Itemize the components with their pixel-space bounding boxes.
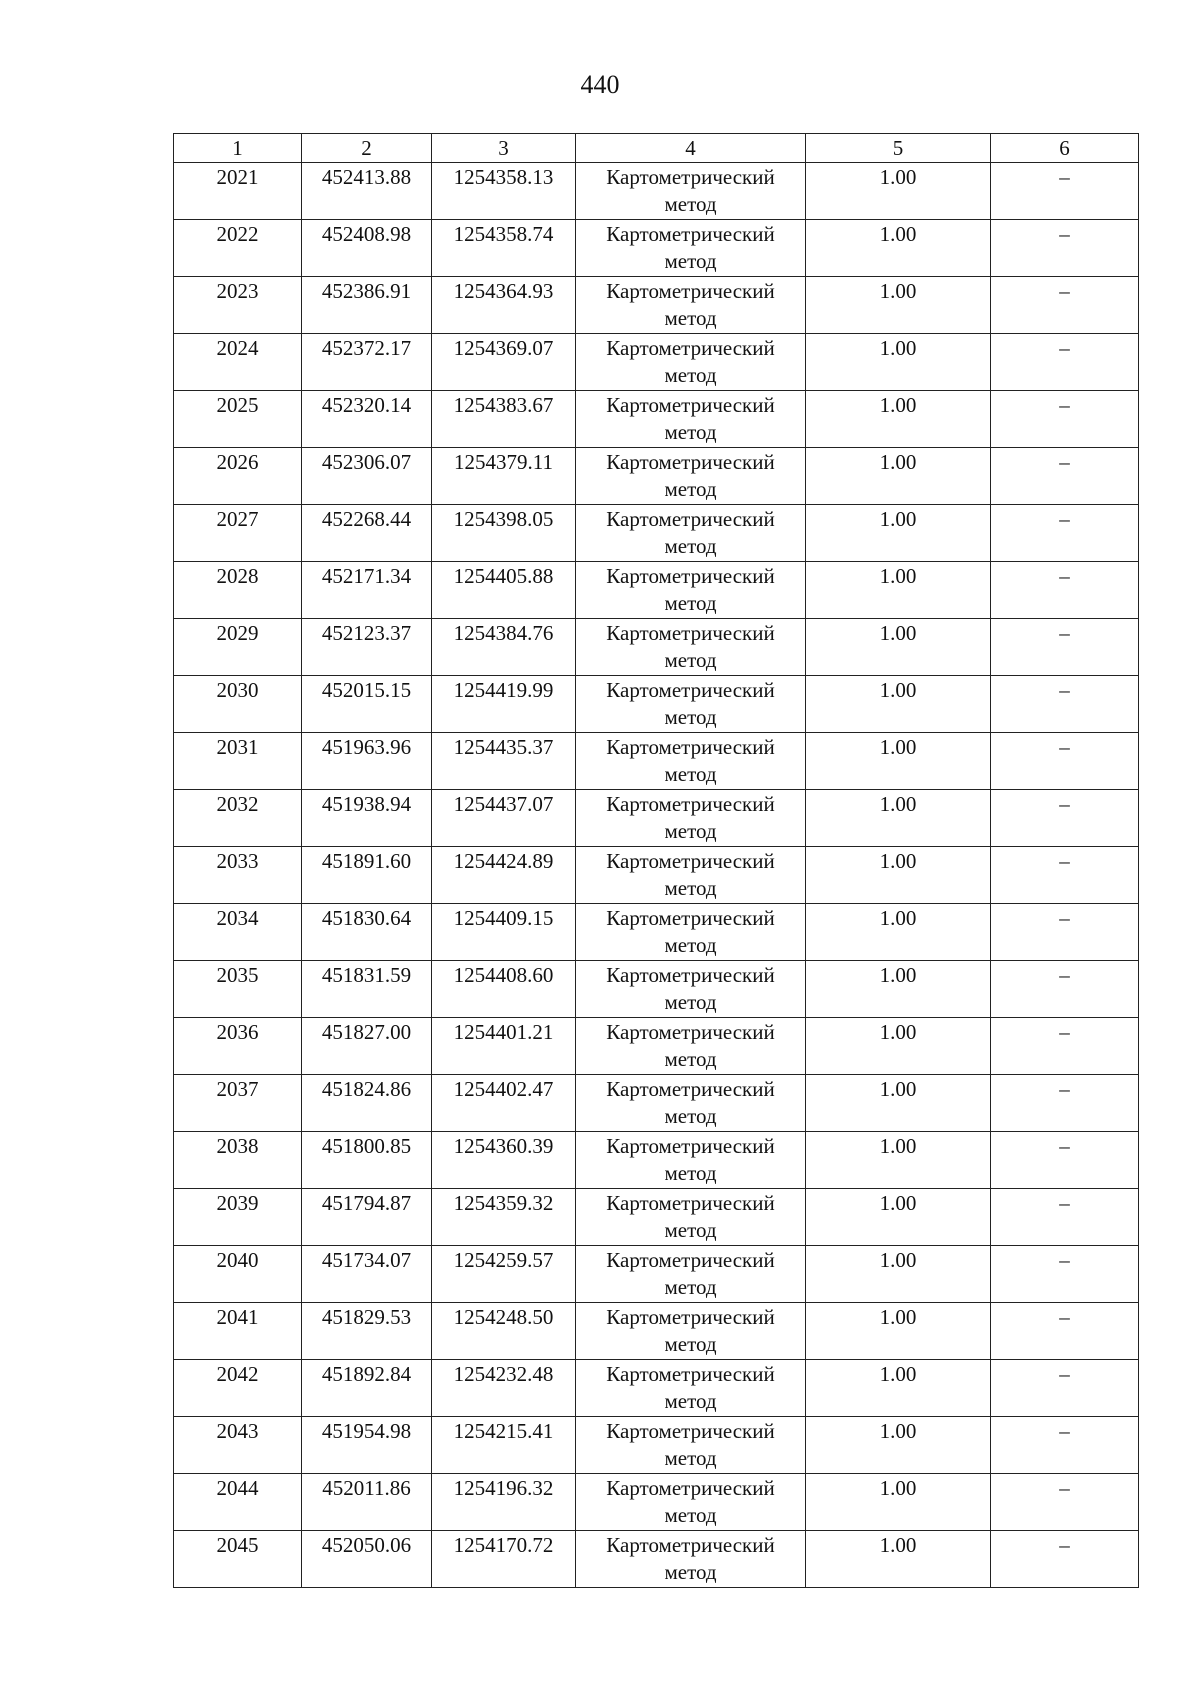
table-row [174, 847, 1139, 904]
method-line-2: метод [664, 249, 717, 273]
note-cell: – [991, 448, 1139, 505]
point-number-cell: 2045 [174, 1531, 302, 1588]
method-line-2: метод [664, 1218, 717, 1242]
point-number-cell: 2034 [174, 904, 302, 961]
x-coordinate-cell: 451794.87 [302, 1189, 432, 1246]
note-cell: – [991, 391, 1139, 448]
point-number-cell: 2040 [174, 1246, 302, 1303]
table-row [174, 562, 1139, 619]
method-cell [576, 847, 806, 904]
method-cell [576, 220, 806, 277]
method-cell [576, 1417, 806, 1474]
table-row [174, 619, 1139, 676]
accuracy-cell: 1.00 [806, 676, 991, 733]
method-line-2: метод [664, 933, 717, 957]
method-cell [576, 391, 806, 448]
x-coordinate-cell: 451938.94 [302, 790, 432, 847]
point-number-cell: 2032 [174, 790, 302, 847]
accuracy-cell: 1.00 [806, 1132, 991, 1189]
point-number-cell: 2028 [174, 562, 302, 619]
table-row [174, 1360, 1139, 1417]
y-coordinate-cell: 1254196.32 [432, 1474, 576, 1531]
table-row [174, 505, 1139, 562]
point-number-cell: 2022 [174, 220, 302, 277]
point-number-cell: 2025 [174, 391, 302, 448]
method-line-2: метод [664, 990, 717, 1014]
y-coordinate-cell: 1254384.76 [432, 619, 576, 676]
method-cell [576, 1303, 806, 1360]
point-number-cell: 2044 [174, 1474, 302, 1531]
x-coordinate-cell: 451827.00 [302, 1018, 432, 1075]
method-line-1: Картометрический [606, 1533, 775, 1557]
method-line-2: метод [664, 1389, 717, 1413]
y-coordinate-cell: 1254398.05 [432, 505, 576, 562]
point-number-cell: 2024 [174, 334, 302, 391]
method-line-1: Картометрический [606, 450, 775, 474]
note-cell: – [991, 904, 1139, 961]
accuracy-cell: 1.00 [806, 1531, 991, 1588]
method-line-1: Картометрический [606, 1248, 775, 1272]
x-coordinate-cell: 451831.59 [302, 961, 432, 1018]
method-line-2: метод [664, 534, 717, 558]
method-line-1: Картометрический [606, 1020, 775, 1044]
point-number-cell: 2038 [174, 1132, 302, 1189]
table-row [174, 676, 1139, 733]
method-line-1: Картометрический [606, 279, 775, 303]
y-coordinate-cell: 1254402.47 [432, 1075, 576, 1132]
point-number-cell: 2035 [174, 961, 302, 1018]
point-number-cell: 2026 [174, 448, 302, 505]
y-coordinate-cell: 1254364.93 [432, 277, 576, 334]
method-line-2: метод [664, 1560, 717, 1584]
method-cell [576, 1246, 806, 1303]
accuracy-cell: 1.00 [806, 847, 991, 904]
method-cell [576, 1132, 806, 1189]
accuracy-cell: 1.00 [806, 1075, 991, 1132]
coordinates-table [173, 133, 1139, 1588]
method-line-1: Картометрический [606, 678, 775, 702]
method-line-2: метод [664, 420, 717, 444]
method-line-2: метод [664, 876, 717, 900]
method-cell [576, 1474, 806, 1531]
y-coordinate-cell: 1254379.11 [432, 448, 576, 505]
note-cell: – [991, 562, 1139, 619]
x-coordinate-cell: 451830.64 [302, 904, 432, 961]
method-cell [576, 505, 806, 562]
accuracy-cell: 1.00 [806, 1018, 991, 1075]
y-coordinate-cell: 1254232.48 [432, 1360, 576, 1417]
y-coordinate-cell: 1254358.13 [432, 163, 576, 220]
note-cell: – [991, 1360, 1139, 1417]
x-coordinate-cell: 451829.53 [302, 1303, 432, 1360]
y-coordinate-cell: 1254405.88 [432, 562, 576, 619]
method-line-1: Картометрический [606, 906, 775, 930]
x-coordinate-cell: 451734.07 [302, 1246, 432, 1303]
method-cell [576, 961, 806, 1018]
method-cell [576, 448, 806, 505]
method-cell [576, 277, 806, 334]
table-row [174, 1246, 1139, 1303]
method-line-1: Картометрический [606, 1134, 775, 1158]
accuracy-cell: 1.00 [806, 163, 991, 220]
method-cell [576, 1189, 806, 1246]
header-cell-1: 1 [174, 134, 302, 163]
accuracy-cell: 1.00 [806, 1246, 991, 1303]
accuracy-cell: 1.00 [806, 1474, 991, 1531]
note-cell: – [991, 1018, 1139, 1075]
note-cell: – [991, 961, 1139, 1018]
note-cell: – [991, 1132, 1139, 1189]
method-cell [576, 619, 806, 676]
y-coordinate-cell: 1254359.32 [432, 1189, 576, 1246]
x-coordinate-cell: 452320.14 [302, 391, 432, 448]
table-row [174, 733, 1139, 790]
table-row [174, 277, 1139, 334]
note-cell: – [991, 847, 1139, 904]
method-cell [576, 334, 806, 391]
method-line-1: Картометрический [606, 1191, 775, 1215]
point-number-cell: 2031 [174, 733, 302, 790]
point-number-cell: 2042 [174, 1360, 302, 1417]
method-cell [576, 1360, 806, 1417]
note-cell: – [991, 1303, 1139, 1360]
method-line-1: Картометрический [606, 849, 775, 873]
table-row [174, 1417, 1139, 1474]
method-line-1: Картометрический [606, 1362, 775, 1386]
method-line-1: Картометрический [606, 621, 775, 645]
method-cell [576, 1075, 806, 1132]
accuracy-cell: 1.00 [806, 1417, 991, 1474]
method-line-2: метод [664, 192, 717, 216]
accuracy-cell: 1.00 [806, 961, 991, 1018]
y-coordinate-cell: 1254408.60 [432, 961, 576, 1018]
note-cell: – [991, 163, 1139, 220]
accuracy-cell: 1.00 [806, 220, 991, 277]
point-number-cell: 2039 [174, 1189, 302, 1246]
note-cell: – [991, 1246, 1139, 1303]
accuracy-cell: 1.00 [806, 1360, 991, 1417]
x-coordinate-cell: 452015.15 [302, 676, 432, 733]
method-line-2: метод [664, 306, 717, 330]
note-cell: – [991, 676, 1139, 733]
page-number: 440 [580, 70, 620, 99]
method-line-1: Картометрический [606, 165, 775, 189]
header-cell-4: 4 [576, 134, 806, 163]
method-line-2: метод [664, 1332, 717, 1356]
accuracy-cell: 1.00 [806, 790, 991, 847]
table-row [174, 1474, 1139, 1531]
header-row [174, 134, 1139, 163]
method-line-2: метод [664, 477, 717, 501]
method-line-2: метод [664, 1503, 717, 1527]
method-line-2: метод [664, 363, 717, 387]
point-number-cell: 2030 [174, 676, 302, 733]
header-cell-2: 2 [302, 134, 432, 163]
method-line-1: Картометрический [606, 507, 775, 531]
accuracy-cell: 1.00 [806, 391, 991, 448]
table-row [174, 448, 1139, 505]
method-cell [576, 1018, 806, 1075]
table-row [174, 1075, 1139, 1132]
method-line-2: метод [664, 819, 717, 843]
table-row [174, 904, 1139, 961]
y-coordinate-cell: 1254409.15 [432, 904, 576, 961]
note-cell: – [991, 1474, 1139, 1531]
method-cell [576, 733, 806, 790]
header-cell-6: 6 [991, 134, 1139, 163]
table-row [174, 163, 1139, 220]
table-row [174, 1303, 1139, 1360]
note-cell: – [991, 505, 1139, 562]
method-line-1: Картометрический [606, 336, 775, 360]
header-cell-3: 3 [432, 134, 576, 163]
note-cell: – [991, 1417, 1139, 1474]
y-coordinate-cell: 1254419.99 [432, 676, 576, 733]
y-coordinate-cell: 1254259.57 [432, 1246, 576, 1303]
table-body [174, 163, 1139, 1588]
y-coordinate-cell: 1254369.07 [432, 334, 576, 391]
accuracy-cell: 1.00 [806, 1303, 991, 1360]
method-line-1: Картометрический [606, 393, 775, 417]
table-row [174, 220, 1139, 277]
table-row [174, 1018, 1139, 1075]
accuracy-cell: 1.00 [806, 334, 991, 391]
table-row [174, 391, 1139, 448]
point-number-cell: 2029 [174, 619, 302, 676]
method-cell [576, 163, 806, 220]
accuracy-cell: 1.00 [806, 904, 991, 961]
header-cell-5: 5 [806, 134, 991, 163]
method-line-1: Картометрический [606, 963, 775, 987]
table-row [174, 1132, 1139, 1189]
table-row [174, 961, 1139, 1018]
method-cell [576, 562, 806, 619]
table-row [174, 1189, 1139, 1246]
x-coordinate-cell: 451891.60 [302, 847, 432, 904]
y-coordinate-cell: 1254401.21 [432, 1018, 576, 1075]
method-line-2: метод [664, 1047, 717, 1071]
x-coordinate-cell: 451892.84 [302, 1360, 432, 1417]
y-coordinate-cell: 1254424.89 [432, 847, 576, 904]
method-line-2: метод [664, 762, 717, 786]
method-line-1: Картометрический [606, 564, 775, 588]
x-coordinate-cell: 452413.88 [302, 163, 432, 220]
method-line-2: метод [664, 1275, 717, 1299]
point-number-cell: 2036 [174, 1018, 302, 1075]
note-cell: – [991, 790, 1139, 847]
x-coordinate-cell: 452372.17 [302, 334, 432, 391]
accuracy-cell: 1.00 [806, 562, 991, 619]
y-coordinate-cell: 1254170.72 [432, 1531, 576, 1588]
x-coordinate-cell: 452408.98 [302, 220, 432, 277]
note-cell: – [991, 619, 1139, 676]
note-cell: – [991, 1075, 1139, 1132]
note-cell: – [991, 277, 1139, 334]
point-number-cell: 2023 [174, 277, 302, 334]
method-line-1: Картометрический [606, 222, 775, 246]
y-coordinate-cell: 1254360.39 [432, 1132, 576, 1189]
x-coordinate-cell: 452171.34 [302, 562, 432, 619]
x-coordinate-cell: 452011.86 [302, 1474, 432, 1531]
point-number-cell: 2041 [174, 1303, 302, 1360]
method-line-1: Картометрический [606, 1476, 775, 1500]
point-number-cell: 2033 [174, 847, 302, 904]
method-line-2: метод [664, 1104, 717, 1128]
method-cell [576, 1531, 806, 1588]
table-header [174, 134, 1139, 163]
y-coordinate-cell: 1254248.50 [432, 1303, 576, 1360]
method-line-1: Картометрический [606, 1077, 775, 1101]
method-line-2: метод [664, 648, 717, 672]
x-coordinate-cell: 452123.37 [302, 619, 432, 676]
point-number-cell: 2037 [174, 1075, 302, 1132]
accuracy-cell: 1.00 [806, 619, 991, 676]
note-cell: – [991, 733, 1139, 790]
y-coordinate-cell: 1254383.67 [432, 391, 576, 448]
method-line-1: Картометрический [606, 1305, 775, 1329]
method-line-2: метод [664, 1161, 717, 1185]
accuracy-cell: 1.00 [806, 448, 991, 505]
note-cell: – [991, 334, 1139, 391]
accuracy-cell: 1.00 [806, 1189, 991, 1246]
table-row [174, 790, 1139, 847]
point-number-cell: 2021 [174, 163, 302, 220]
method-line-2: метод [664, 591, 717, 615]
accuracy-cell: 1.00 [806, 733, 991, 790]
method-cell [576, 904, 806, 961]
method-line-1: Картометрический [606, 792, 775, 816]
method-line-2: метод [664, 705, 717, 729]
method-cell [576, 676, 806, 733]
y-coordinate-cell: 1254215.41 [432, 1417, 576, 1474]
x-coordinate-cell: 451963.96 [302, 733, 432, 790]
y-coordinate-cell: 1254435.37 [432, 733, 576, 790]
accuracy-cell: 1.00 [806, 505, 991, 562]
x-coordinate-cell: 452306.07 [302, 448, 432, 505]
note-cell: – [991, 1531, 1139, 1588]
x-coordinate-cell: 452386.91 [302, 277, 432, 334]
method-line-1: Картометрический [606, 735, 775, 759]
note-cell: – [991, 220, 1139, 277]
y-coordinate-cell: 1254437.07 [432, 790, 576, 847]
x-coordinate-cell: 451954.98 [302, 1417, 432, 1474]
x-coordinate-cell: 452050.06 [302, 1531, 432, 1588]
note-cell: – [991, 1189, 1139, 1246]
x-coordinate-cell: 451824.86 [302, 1075, 432, 1132]
table-row [174, 1531, 1139, 1588]
table-row [174, 334, 1139, 391]
method-cell [576, 790, 806, 847]
point-number-cell: 2043 [174, 1417, 302, 1474]
x-coordinate-cell: 452268.44 [302, 505, 432, 562]
method-line-1: Картометрический [606, 1419, 775, 1443]
point-number-cell: 2027 [174, 505, 302, 562]
y-coordinate-cell: 1254358.74 [432, 220, 576, 277]
x-coordinate-cell: 451800.85 [302, 1132, 432, 1189]
accuracy-cell: 1.00 [806, 277, 991, 334]
method-line-2: метод [664, 1446, 717, 1470]
